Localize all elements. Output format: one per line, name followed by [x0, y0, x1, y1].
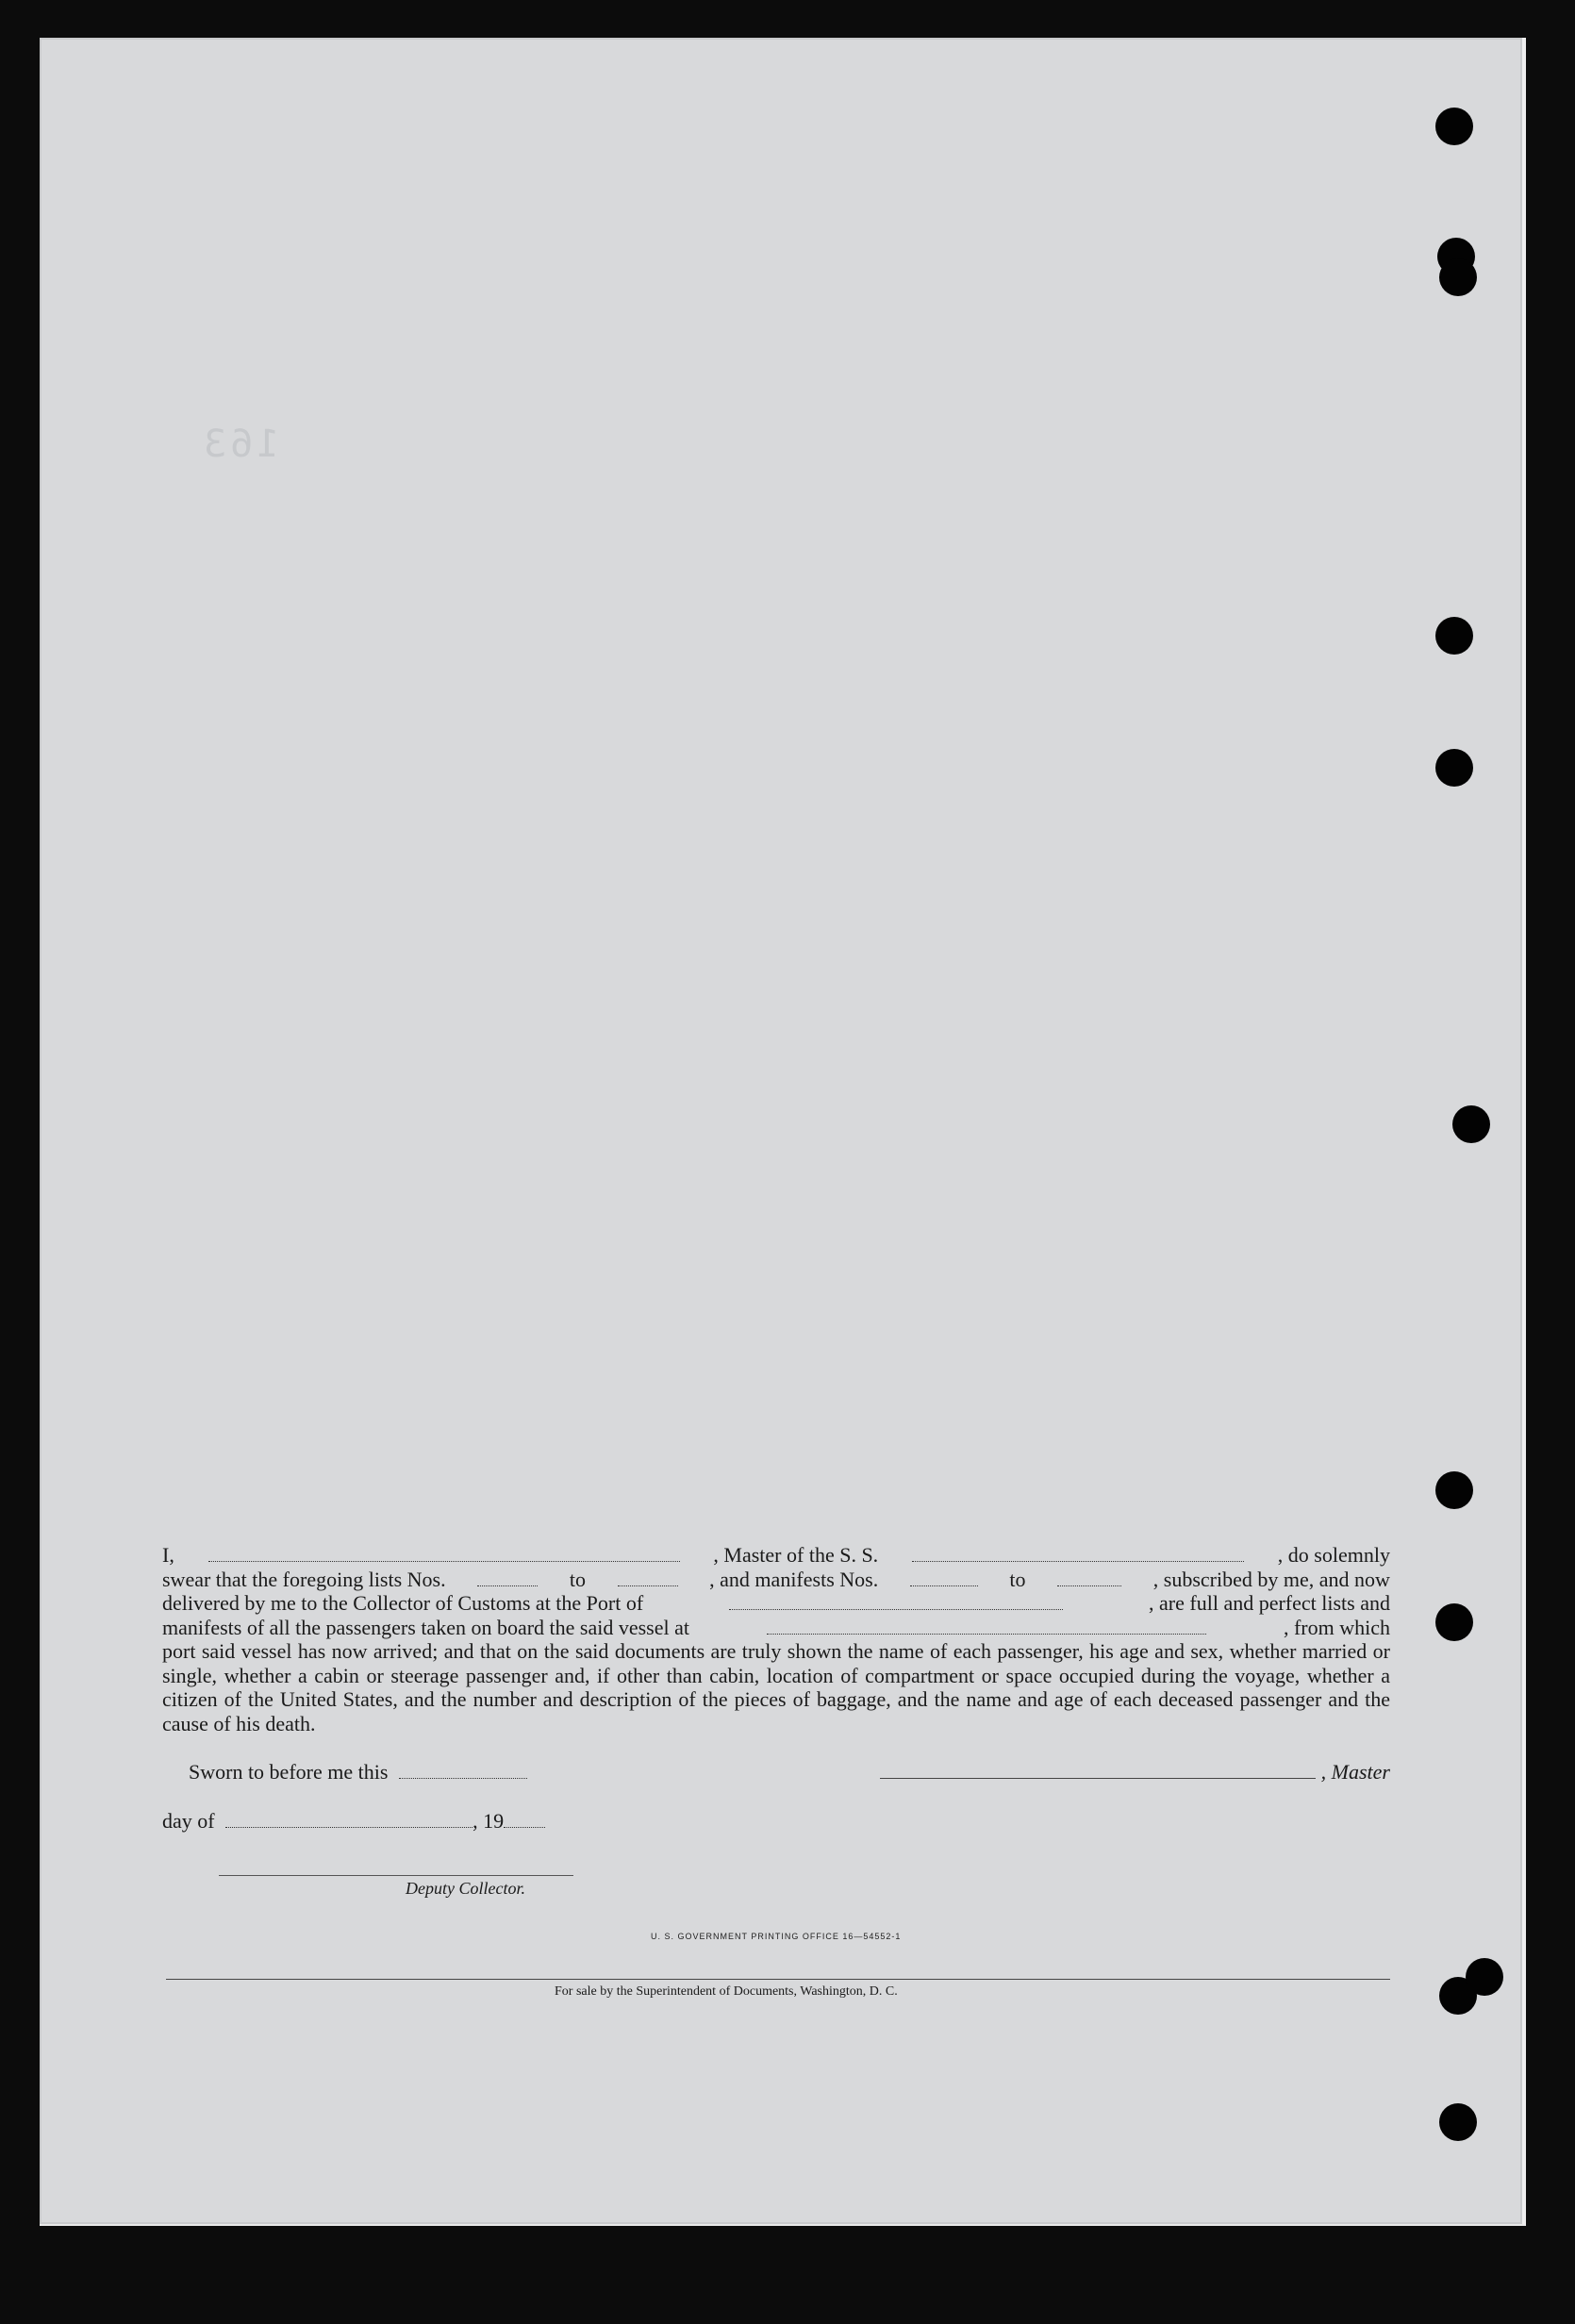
day-of-line [162, 1809, 545, 1834]
lists-to-blank [618, 1572, 678, 1586]
oath-line-3 [162, 1591, 1390, 1616]
sworn-line [189, 1760, 527, 1784]
oath-body: port said vessel has now arrived; and that on the said documents are truly shown the name of each passenger, his age and sex, whether married or single, whether a cabin or steerage passenger and, if other than cabin, location of compartment or space occupied during the voyage, whether a citizen of the United States, and the number and description of the pieces of baggage, and the name and age of each deceased passenger and the cause of his death. [162, 1639, 1390, 1735]
oath-line-4 [162, 1616, 1390, 1640]
punch-hole [1466, 1958, 1503, 1996]
punch-hole [1435, 749, 1473, 787]
vessel-name-blank [912, 1548, 1244, 1562]
punch-hole [1435, 617, 1473, 655]
master-label: , Master [1320, 1760, 1390, 1784]
deputy-signature-rule [219, 1875, 573, 1876]
punch-hole [1435, 108, 1473, 145]
punch-hole [1435, 1471, 1473, 1509]
sworn-date-blank [399, 1765, 527, 1779]
oath-text: manifests of all the passengers taken on board the said vessel at [162, 1615, 690, 1639]
oath-text: swear that the foregoing lists Nos. [162, 1567, 446, 1591]
form-sheet [40, 38, 1526, 2226]
manifests-to-blank [1057, 1572, 1121, 1586]
year-label: , 19 [472, 1809, 505, 1833]
oath-text: , do solemnly [1277, 1543, 1390, 1567]
lists-from-blank [477, 1572, 538, 1586]
printer-imprint: U. S. GOVERNMENT PRINTING OFFICE 16—54552-1 [651, 1932, 902, 1941]
oath-line-1 [162, 1543, 1390, 1568]
oath-text: , Master of the S. S. [713, 1543, 879, 1567]
punch-hole [1435, 1603, 1473, 1641]
oath-text: to [1009, 1567, 1026, 1591]
oath-text: to [569, 1567, 586, 1591]
sworn-label: Sworn to before me this [189, 1760, 389, 1784]
oath-text: , and manifests Nos. [709, 1567, 879, 1591]
deputy-collector-label: Deputy Collector. [406, 1879, 525, 1898]
punch-hole [1452, 1105, 1490, 1143]
year-blank [504, 1814, 545, 1828]
oath-line-2 [162, 1568, 1390, 1592]
master-name-blank [208, 1548, 680, 1562]
punch-hole [1439, 2103, 1477, 2141]
oath-text: I, [162, 1543, 174, 1567]
port-blank [729, 1596, 1063, 1610]
oath-text: , subscribed by me, and now [1152, 1567, 1390, 1591]
master-signature-blank [880, 1765, 1316, 1779]
masters-oath [162, 1543, 1390, 1735]
bleed-through-number: 163 [200, 423, 280, 466]
punch-hole [1439, 258, 1477, 296]
oath-text: delivered by me to the Collector of Customs at the Port of [162, 1591, 644, 1615]
footer-rule [166, 1979, 1390, 1980]
oath-text: , are full and perfect lists and [1149, 1591, 1390, 1615]
master-signature-line [880, 1760, 1390, 1784]
day-of-label: day of [162, 1809, 215, 1833]
embarkation-port-blank [767, 1620, 1206, 1635]
month-blank [225, 1814, 472, 1828]
oath-text: , from which [1283, 1615, 1390, 1639]
for-sale-note: For sale by the Superintendent of Documents, Washington, D. C. [555, 1984, 898, 1999]
manifests-from-blank [910, 1572, 978, 1586]
